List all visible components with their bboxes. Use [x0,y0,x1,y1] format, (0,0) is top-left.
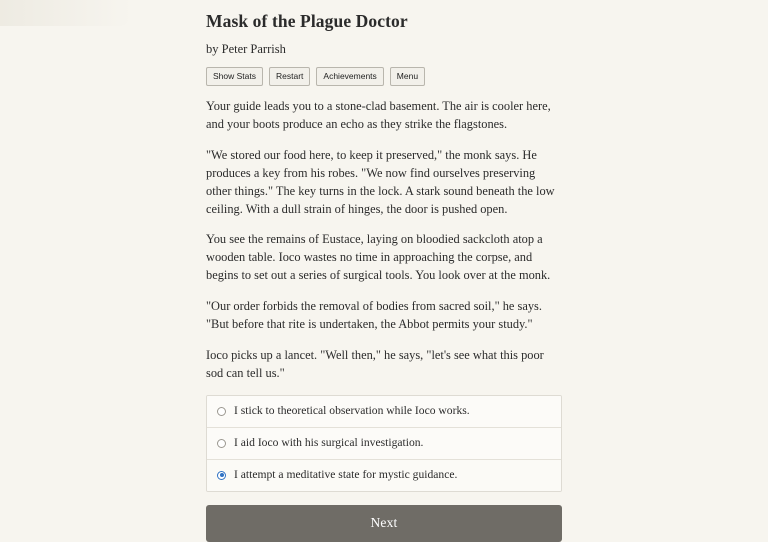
story-text [206,98,562,382]
author-byline: by Peter Parrish [206,41,286,56]
story-column [206,0,562,542]
choice-label: I stick to theoretical observation while Ioco works. [234,404,470,418]
story-paragraph: "Our order forbids the removal of bodies from sacred soil," he says. "But before that rite is undertaken, the Abbot permits your study." [206,298,542,331]
choice-option-2[interactable] [207,428,561,460]
game-toolbar [206,67,562,87]
story-paragraph: Ioco picks up a lancet. "Well then," he says, "let's see what this poor sod can tell us." [206,347,544,380]
story-paragraph: You see the remains of Eustace, laying on bloodied sackcloth atop a wooden table. Ioco wastes no time in approaching the corpse, and begins to set out a series of surgical tools. You look over at the monk. [206,232,551,283]
radio-button-selected-icon[interactable] [217,471,226,480]
show-stats-button[interactable]: Show Stats [206,67,263,87]
page-title: Mask of the Plague Doctor [206,11,408,31]
choice-label: I aid Ioco with his surgical investigation. [234,436,424,450]
achievements-button[interactable]: Achievements [316,67,383,87]
choice-list [206,395,562,492]
choice-option-3[interactable] [207,460,561,491]
story-paragraph: "We stored our food here, to keep it preserved," the monk says. He produces a key from his robes. "We now find ourselves preserving other things." The key turns in the lock. A stark sound beneath the low ceiling. With a dull strain of hinges, the door is pushed open. [206,147,555,216]
story-paragraph: Your guide leads you to a stone-clad basement. The air is cooler here, and your boots produce an echo as they strike the flagstones. [206,99,551,132]
radio-button-icon[interactable] [217,439,226,448]
restart-button[interactable]: Restart [269,67,310,87]
choice-label: I attempt a meditative state for mystic guidance. [234,468,458,482]
next-button[interactable]: Next [206,505,562,542]
choice-option-1[interactable] [207,396,561,428]
radio-button-icon[interactable] [217,407,226,416]
menu-button[interactable]: Menu [390,67,425,87]
page-corner-overlay [0,0,130,26]
